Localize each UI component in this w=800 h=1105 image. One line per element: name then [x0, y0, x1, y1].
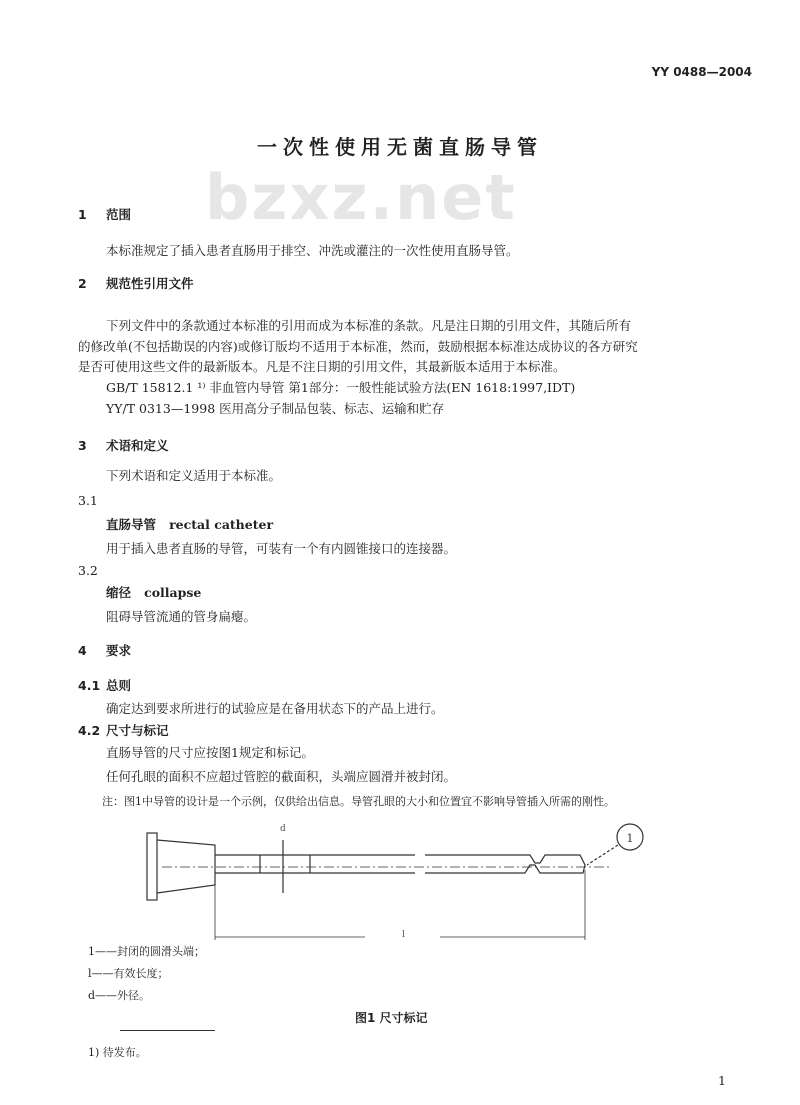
- callout-leader: [587, 845, 618, 865]
- figure-caption: 图1 尺寸标记: [355, 1011, 428, 1025]
- section-number: 1: [78, 207, 87, 222]
- term-heading: [106, 585, 201, 601]
- term-en: rectal catheter: [169, 517, 274, 532]
- section-4-1-heading: [78, 678, 131, 694]
- section-title: 要求: [106, 643, 132, 658]
- footnote-divider: [120, 1030, 215, 1031]
- section-title: 范围: [106, 207, 132, 222]
- section-title: 尺寸与标记: [106, 723, 169, 738]
- section-title: 总则: [106, 678, 132, 693]
- paragraph-line: 直肠导管的尺寸应按图1规定和标记。: [106, 745, 314, 760]
- paragraph-line: 是否可使用这些文件的最新版本。凡是不注日期的引用文件，其最新版本适用于本标准。: [78, 359, 566, 374]
- section-number: 4.2: [78, 723, 101, 738]
- document-title: 一次性使用无菌直肠导管: [257, 135, 543, 159]
- term-zh: 直肠导管: [106, 517, 157, 532]
- footnote: 1) 待发布。: [88, 1046, 147, 1059]
- reference-item: GB/T 15812.1 ¹⁾ 非血管内导管 第1部分：一般性能试验方法(EN 1618:1997,IDT): [106, 380, 576, 395]
- section-3-intro: 下列术语和定义适用于本标准。: [106, 468, 282, 483]
- reference-item: YY/T 0313—1998 医用高分子制品包装、标志、运输和贮存: [106, 401, 445, 416]
- connector-body: [157, 840, 215, 893]
- paragraph-line: 的修改单(不包括勘误的内容)或修订版均不适用于本标准，然而，鼓励根据本标准达成协议的各方研究: [78, 339, 638, 354]
- section-4-heading: [78, 643, 131, 659]
- section-2-heading: [78, 276, 194, 292]
- catheter-figure: [140, 815, 670, 945]
- standard-number: YY 0488—2004: [651, 65, 752, 79]
- section-title: 术语和定义: [106, 438, 169, 453]
- note: 注：图1中导管的设计是一个示例，仅供给出信息。导管孔眼的大小和位置宜不影响导管插入所需的刚性。: [102, 795, 615, 808]
- section-3-heading: [78, 438, 169, 454]
- callout-number: 1: [626, 832, 634, 845]
- section-number: 3: [78, 438, 87, 453]
- paragraph-line: 下列文件中的条款通过本标准的引用而成为本标准的条款。凡是注日期的引用文件，其随后所有: [106, 318, 632, 333]
- diameter-label: d: [280, 824, 286, 834]
- length-label: l: [402, 930, 405, 940]
- section-number: 4.1: [78, 678, 101, 693]
- term-definition: 阻碍导管流通的管身扁瘪。: [106, 609, 257, 624]
- term-en: collapse: [144, 585, 202, 600]
- term-heading: [106, 517, 273, 533]
- section-4-1-text: 确定达到要求所进行的试验应是在备用状态下的产品上进行。: [106, 701, 444, 716]
- section-number: 2: [78, 276, 87, 291]
- section-1-text: 本标准规定了插入患者直肠用于排空、冲洗或灌注的一次性使用直肠导管。: [106, 243, 519, 258]
- watermark: bzxz.net: [205, 161, 517, 234]
- section-4-2-heading: [78, 723, 169, 739]
- section-number: 4: [78, 643, 87, 658]
- term-zh: 缩径: [106, 585, 132, 600]
- section-1-heading: [78, 207, 131, 223]
- term-number: 3.1: [78, 493, 98, 508]
- tube: [215, 855, 415, 873]
- figure-legend-item: d——外径。: [88, 989, 151, 1002]
- term-definition: 用于插入患者直肠的导管，可装有一个有内圆锥接口的连接器。: [106, 541, 457, 556]
- term-number: 3.2: [78, 563, 98, 578]
- connector-flange: [147, 833, 157, 900]
- figure-legend-item: l——有效长度；: [88, 967, 169, 980]
- figure-legend-item: 1——封闭的圆滑头端；: [88, 945, 205, 958]
- page-number: 1: [718, 1073, 726, 1088]
- catheter-tip: [425, 855, 585, 873]
- paragraph-line: 任何孔眼的面积不应超过管腔的截面积，头端应圆滑并被封闭。: [106, 769, 457, 784]
- section-title: 规范性引用文件: [106, 276, 194, 291]
